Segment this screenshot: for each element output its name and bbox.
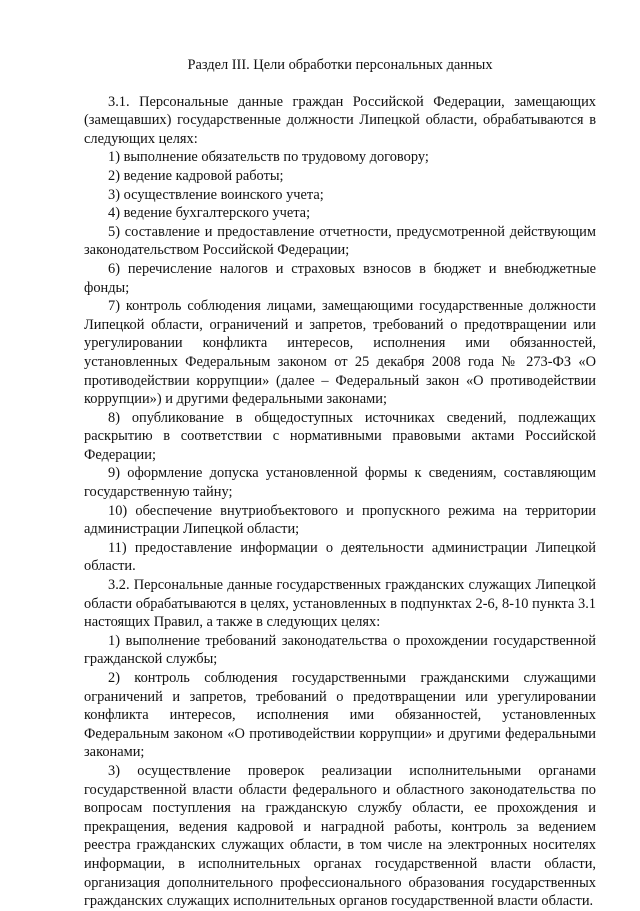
list-item-3-1-11: 11) предоставление информации о деятельности администрации Липецкой области. xyxy=(84,539,596,575)
list-item-3-2-2: 2) контроль соблюдения государственными гражданскими служащими ограничений и запретов, требований о предотвращении или урегулировании конфликта интересов, исполнения ими обязанностей, установленных Федеральным законом «О противодействии коррупции» и другими федеральными законами; xyxy=(84,670,596,761)
document-body xyxy=(84,93,596,911)
document-page xyxy=(84,56,596,911)
list-item-3-1-9: 9) оформление допуска установленной формы к сведениям, составляющим государственную тайну; xyxy=(84,465,596,501)
list-item-3-2-3: 3) осуществление проверок реализации исполнительными органами государственной власти области федерального и областного законодательства по вопросам поступления на гражданскую службу области, ее прохождения и прекращения, ведения кадровой и наградной работы, контроль за ведением реестра гражданских служащих области, в том числе на электронных носителях информации, в исполнительных органах государственной власти области, организация дополнительного профессионального образования государственных гражданских служащих исполнительных органов государственной власти области. xyxy=(84,762,596,910)
section-title: Раздел III. Цели обработки персональных данных xyxy=(187,57,493,73)
list-item-3-1-4: 4) ведение бухгалтерского учета; xyxy=(108,205,311,222)
list-item-3-1-1: 1) выполнение обязательств по трудовому договору; xyxy=(108,149,429,166)
paragraph-3-2: 3.2. Персональные данные государственных гражданских служащих Липецкой области обрабатываются в целях, установленных в подпунктах 2-6, 8-10 пункта 3.1 настоящих Правил, а также в следующих целях: xyxy=(84,577,596,631)
list-item-3-1-10: 10) обеспечение внутриобъектового и пропускного режима на территории администрации Липецкой области; xyxy=(84,502,596,538)
list-item-3-1-3: 3) осуществление воинского учета; xyxy=(108,186,324,203)
list-item-3-1-2: 2) ведение кадровой работы; xyxy=(108,167,284,184)
list-item-3-2-1: 1) выполнение требований законодательства о прохождении государственной гражданской службы; xyxy=(84,632,596,668)
list-item-3-1-5: 5) составление и предоставление отчетности, предусмотренной действующим законодательством Российской Федерации; xyxy=(84,223,596,259)
list-item-3-1-6: 6) перечисление налогов и страховых взносов в бюджет и внебюджетные фонды; xyxy=(84,260,596,296)
list-item-3-1-7: 7) контроль соблюдения лицами, замещающими государственные должности Липецкой области, ограничений и запретов, требований о предотвращении или урегулировании конфликта интересов, исполнения ими обязанностей, установленных Федеральным законом от 25 декабря 2008 года № 273-ФЗ «О противодействии коррупции» (далее – Федеральный закон «О противодействии коррупции») и другими федеральными законами; xyxy=(84,298,596,408)
paragraph-3-1: 3.1. Персональные данные граждан Российской Федерации, замещающих (замещавших) государственные должности Липецкой области, обрабатываются в следующих целях: xyxy=(84,93,596,147)
list-item-3-1-8: 8) опубликование в общедоступных источниках сведений, подлежащих раскрытию в соответствии с нормативными правовыми актами Российской Федерации; xyxy=(84,409,596,463)
